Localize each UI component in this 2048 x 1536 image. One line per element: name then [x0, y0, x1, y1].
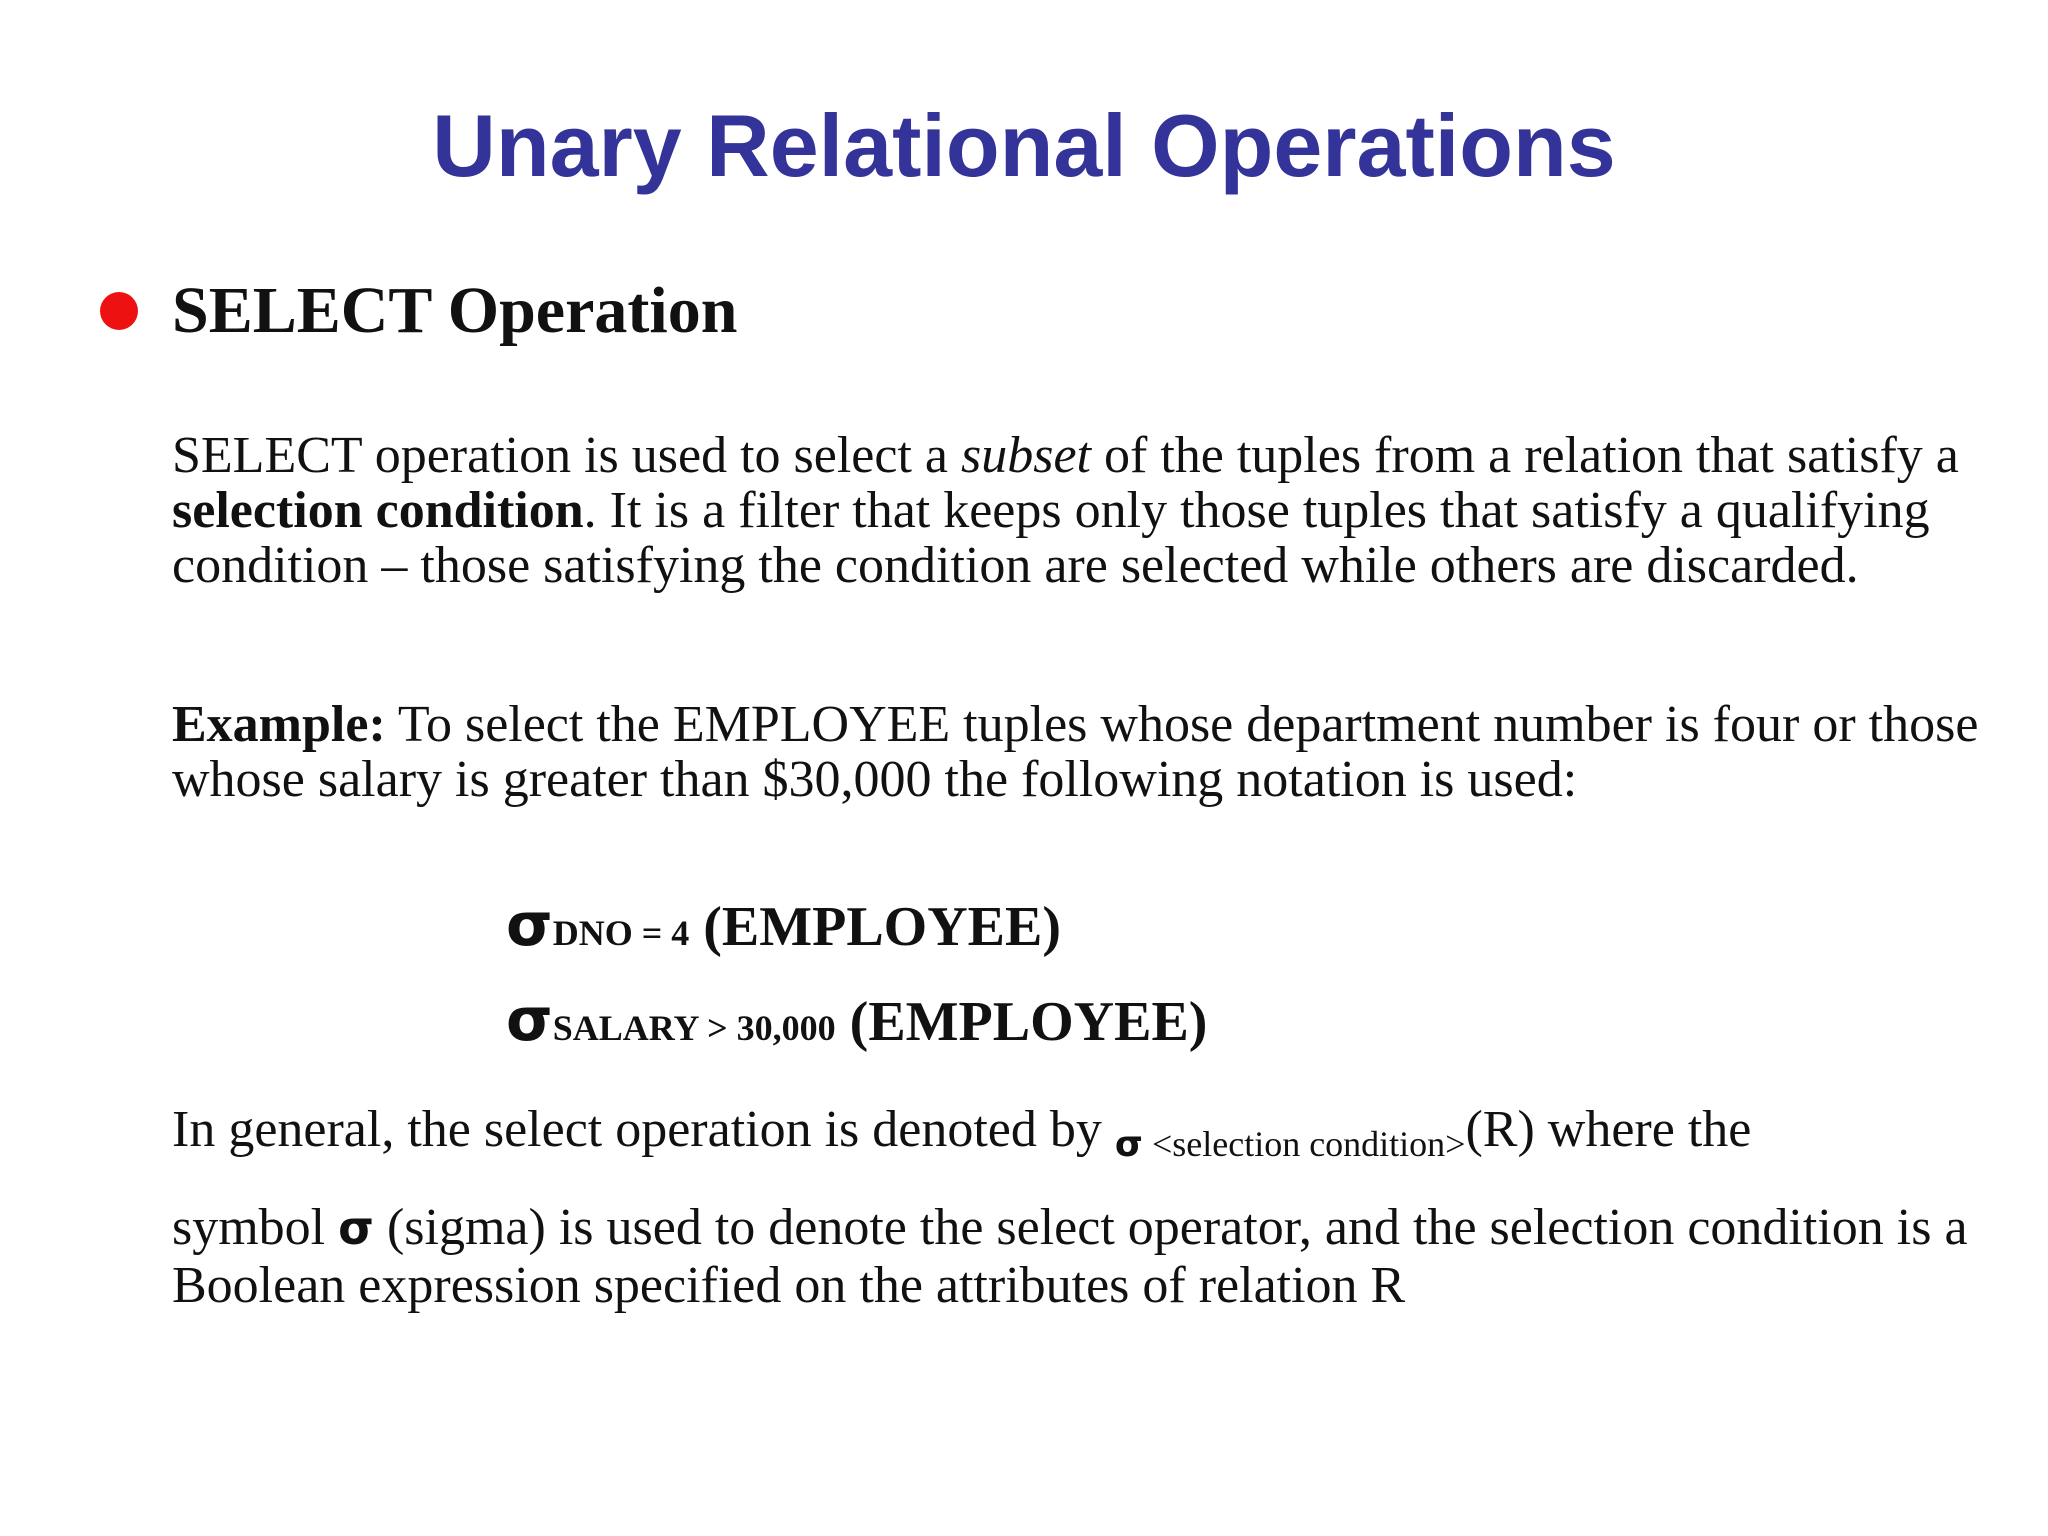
- example-text: To select the EMPLOYEE tuples whose department number is four or those whose salary is greater than $30,000 the following notation is used:: [172, 696, 1979, 808]
- sigma-icon: σ: [1114, 1124, 1143, 1165]
- formula-salary: [506, 985, 1207, 1055]
- example-paragraph: [172, 697, 1992, 807]
- general-notation-paragraph: [172, 1100, 2012, 1315]
- general-text-1: In general, the select operation is denoted by: [172, 1101, 1115, 1158]
- general-line-rest: [172, 1199, 2012, 1315]
- para1-bold-selection-condition: selection condition: [172, 482, 584, 539]
- formula-condition: SALARY > 30,000: [552, 1008, 836, 1048]
- select-description-paragraph: [172, 428, 1992, 593]
- para1-text-2: of the tuples from a relation that satisfy a: [1091, 427, 1959, 484]
- formula-condition: DNO = 4: [552, 913, 690, 953]
- example-label: Example:: [172, 696, 386, 753]
- para1-text-1: SELECT operation is used to select a: [172, 427, 961, 484]
- para1-text-3: . It is a filter that keeps only those tuples that satisfy a qualifying condition – those satisfying the condition are selected while others are discarded.: [172, 482, 1930, 594]
- sigma-icon: σ: [338, 1201, 374, 1255]
- sigma-icon: σ: [506, 985, 553, 1055]
- formula-dno: [506, 890, 1061, 960]
- formula-relation: (EMPLOYEE): [835, 991, 1208, 1053]
- formula-relation: (EMPLOYEE): [689, 896, 1062, 958]
- para1-italic-subset: subset: [961, 427, 1091, 484]
- general-text-4: (sigma) is used to denote the select operator, and the selection condition is a Boolean expression specified on the attributes of relation R: [172, 1199, 1968, 1314]
- slide-title: Unary Relational Operations: [432, 96, 1616, 195]
- general-line-1: [172, 1100, 2012, 1175]
- section-heading: SELECT Operation: [172, 274, 738, 347]
- bullet-dot-icon: [100, 292, 138, 330]
- general-text-3: symbol: [172, 1199, 339, 1256]
- selection-condition-subscript: <selection condition>: [1142, 1124, 1466, 1164]
- sigma-icon: σ: [506, 890, 553, 960]
- general-text-2: (R) where the: [1465, 1101, 1752, 1158]
